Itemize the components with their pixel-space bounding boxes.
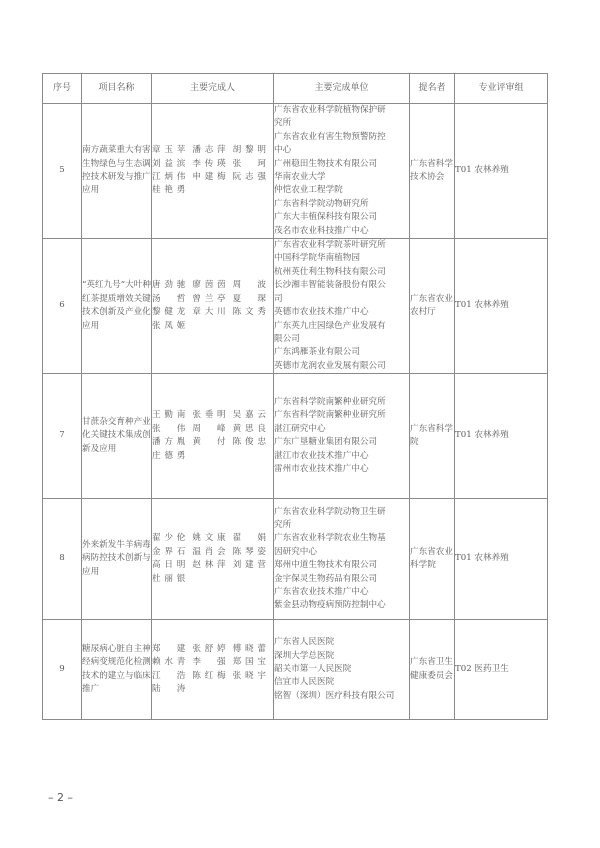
table-header-row	[43, 74, 548, 104]
nominator: 广东省科学院	[410, 374, 455, 499]
contributor-name: 周 波	[232, 280, 266, 291]
header-review-group: 专业评审组	[455, 74, 548, 104]
contributor-name: 杜丽银	[152, 573, 186, 584]
unit-line: 广东英九庄园绿色产业发展有	[274, 320, 386, 331]
unit-line: 广东省科学院南繁种业研究所	[274, 410, 386, 421]
contributor-name: 章大川	[192, 307, 226, 318]
unit-line: 湛江市农业技术推广中心	[274, 450, 369, 461]
project-name: 外来新发牛羊病毒病防控技术创新与应用	[82, 499, 152, 620]
contributor-name: 黄思良	[232, 423, 266, 434]
unit-line: 广东省农业技术推广中心	[274, 586, 369, 597]
contributor-name: 汤 哲	[152, 293, 186, 304]
contributor-name: 陈琴姿	[232, 546, 266, 557]
header-main-contributors: 主要完成人	[152, 74, 274, 104]
contributor-name: 张 伟	[152, 423, 186, 434]
contributor-name: 吴嘉云	[232, 410, 266, 421]
contributor-name: 张垂明	[192, 410, 226, 421]
unit-line: 广东广垦糖业集团有限公司	[274, 437, 378, 448]
table-row	[43, 620, 548, 720]
contributor-name: 江 浩	[152, 670, 186, 681]
contributor-name: 翟少伦	[152, 533, 186, 544]
header-project-name: 项目名称	[82, 74, 152, 104]
contributor-name: 潘方胤	[152, 437, 186, 448]
serial-number: 9	[43, 620, 82, 720]
contributor-name: 夏 琛	[232, 293, 266, 304]
contributor-name: 张凤姬	[152, 320, 186, 331]
unit-line: 广东省科学院南繁种业研究所	[274, 396, 386, 407]
serial-number: 5	[43, 104, 82, 239]
contributor-name: 温肖会	[192, 546, 226, 557]
unit-line: 茂名市农业科技推广中心	[274, 225, 369, 236]
project-name: “英红九号”大叶种红茶提质增效关键技术创新及产业化应用	[82, 239, 152, 374]
contributor-name: 刘益滨	[152, 158, 186, 169]
award-project-table	[42, 73, 548, 720]
contributor-name: 赵林萍	[192, 560, 226, 571]
contributor-list	[152, 279, 273, 333]
review-group: T01 农林养殖	[455, 499, 548, 620]
contributor-name: 高日明	[152, 560, 186, 571]
contributor-name: 曾兰亭	[192, 293, 226, 304]
contributor-name: 陈文秀	[232, 307, 266, 318]
unit-line: 华南农业大学	[274, 172, 326, 183]
contributor-name: 张晓宇	[232, 670, 266, 681]
contributor-name: 王勤南	[152, 410, 186, 421]
contributor-name: 黄 付	[192, 437, 226, 448]
contributor-name: 翟 娟	[232, 533, 266, 544]
contributor-list	[152, 409, 273, 463]
serial-number: 6	[43, 239, 82, 374]
project-name: 南方蔬菜重大有害生物绿色与生态调控技术研发与推广应用	[82, 104, 152, 239]
unit-line: 杭州英仕利生物科技有限公司	[274, 266, 386, 277]
contributor-name: 唐劲驰	[152, 280, 186, 291]
unit-line: 广东省农业有害生物预警防控	[274, 131, 386, 142]
contributor-name: 周 峰	[192, 423, 226, 434]
review-group: T01 农林养殖	[455, 104, 548, 239]
table-row	[43, 374, 548, 499]
unit-line: 雷州市农业技术推广中心	[274, 463, 369, 474]
unit-line: 郑州中道生物技术有限公司	[274, 560, 378, 571]
contributor-name: 张 珂	[232, 158, 266, 169]
main-contributors	[152, 499, 274, 620]
main-units	[274, 104, 410, 239]
unit-line: 究所	[274, 118, 292, 129]
contributor-name: 桂艳勇	[152, 185, 186, 196]
contributor-name: 江炳伟	[152, 172, 186, 183]
contributor-name: 姚文康	[192, 533, 226, 544]
contributor-list	[152, 532, 273, 586]
unit-line: 英德市农业技术推广中心	[274, 307, 369, 318]
unit-line: 长沙湘丰智能装备股份有限公	[274, 280, 386, 291]
contributor-name: 李传瑛	[192, 158, 226, 169]
contributor-name: 黎健龙	[152, 307, 186, 318]
review-group: T01 农林养殖	[455, 239, 548, 374]
contributor-name: 张舒婷	[192, 643, 226, 654]
header-nominator: 提名者	[410, 74, 455, 104]
contributor-name: 郑 建	[152, 643, 186, 654]
unit-line: 韶关市第一人民医院	[274, 663, 352, 674]
contributor-name: 陈红梅	[192, 670, 226, 681]
unit-line: 司	[274, 293, 283, 304]
unit-line: 因研究中心	[274, 546, 317, 557]
unit-line: 中国科学院华南植物园	[274, 253, 360, 264]
review-group: T02 医药卫生	[455, 620, 548, 720]
contributor-name: 章玉苹	[152, 145, 186, 156]
contributor-name: 申建梅	[192, 172, 226, 183]
main-contributors	[152, 239, 274, 374]
contributor-name: 傅晓蕾	[232, 643, 266, 654]
contributor-name: 阮志强	[232, 172, 266, 183]
unit-line: 紫金县动物疫病预防控制中心	[274, 600, 386, 611]
unit-line: 信宜市人民医院	[274, 677, 335, 688]
nominator: 广东省农业科学院	[410, 499, 455, 620]
serial-number: 7	[43, 374, 82, 499]
unit-line: 广东鸿雁茶业有限公司	[274, 347, 360, 358]
unit-line: 英德市龙润农业发展有限公司	[274, 360, 386, 371]
contributor-list	[152, 643, 273, 697]
main-units	[274, 620, 410, 720]
unit-line: 广东省科学院动物研究所	[274, 198, 369, 209]
contributor-name: 廖茵茵	[192, 280, 226, 291]
project-name: 糖尿病心脏自主神经病变规范化检测技术的建立与临床推广	[82, 620, 152, 720]
unit-line: 深圳大学总医院	[274, 650, 335, 661]
unit-line: 广东省农业科学院植物保护研	[274, 105, 386, 115]
main-contributors	[152, 374, 274, 499]
header-serial: 序号	[43, 74, 82, 104]
header-main-units: 主要完成单位	[274, 74, 410, 104]
unit-line: 广东省农业科学院动物卫生研	[274, 506, 386, 517]
unit-line: 金宇保灵生物药品有限公司	[274, 573, 378, 584]
unit-line: 广东省农业科学院农业生物基	[274, 533, 386, 544]
nominator: 广东省科学技术协会	[410, 104, 455, 239]
unit-line: 铭智（深圳）医疗科技有限公司	[274, 690, 395, 701]
contributor-name: 郑国宝	[232, 657, 266, 668]
table-row	[43, 239, 548, 374]
nominator: 广东省农业农村厅	[410, 239, 455, 374]
contributor-name: 胡黎明	[232, 145, 266, 156]
nominator: 广东省卫生健康委员会	[410, 620, 455, 720]
contributor-name: 李 强	[192, 657, 226, 668]
contributor-list	[152, 144, 273, 198]
table-row	[43, 104, 548, 239]
unit-line: 湛江研究中心	[274, 423, 326, 434]
contributor-name: 金界石	[152, 546, 186, 557]
unit-line: 中心	[274, 145, 292, 156]
unit-line: 广州稳田生物技术有限公司	[274, 158, 378, 169]
unit-line: 广东省人民医院	[274, 637, 335, 648]
contributor-name: 陆 涛	[152, 684, 186, 695]
contributor-name: 赖水青	[152, 657, 186, 668]
unit-line: 究所	[274, 519, 292, 530]
contributor-name: 陈俊忠	[232, 437, 266, 448]
unit-line: 广东大丰植保科技有限公司	[274, 212, 378, 223]
main-contributors	[152, 620, 274, 720]
main-units	[274, 499, 410, 620]
main-units	[274, 239, 410, 374]
contributor-name: 刘建营	[232, 560, 266, 571]
unit-line: 仲恺农业工程学院	[274, 185, 343, 196]
unit-line: 限公司	[274, 333, 300, 344]
page-number: – 2 –	[48, 791, 73, 804]
table-row	[43, 499, 548, 620]
unit-line: 广东省农业科学院茶叶研究所	[274, 240, 386, 251]
contributor-name: 庄德勇	[152, 450, 186, 461]
project-name: 甘蔗杂交育种产业化关键技术集成创新及应用	[82, 374, 152, 499]
main-contributors	[152, 104, 274, 239]
serial-number: 8	[43, 499, 82, 620]
main-units	[274, 374, 410, 499]
review-group: T01 农林养殖	[455, 374, 548, 499]
contributor-name: 潘志萍	[192, 145, 226, 156]
